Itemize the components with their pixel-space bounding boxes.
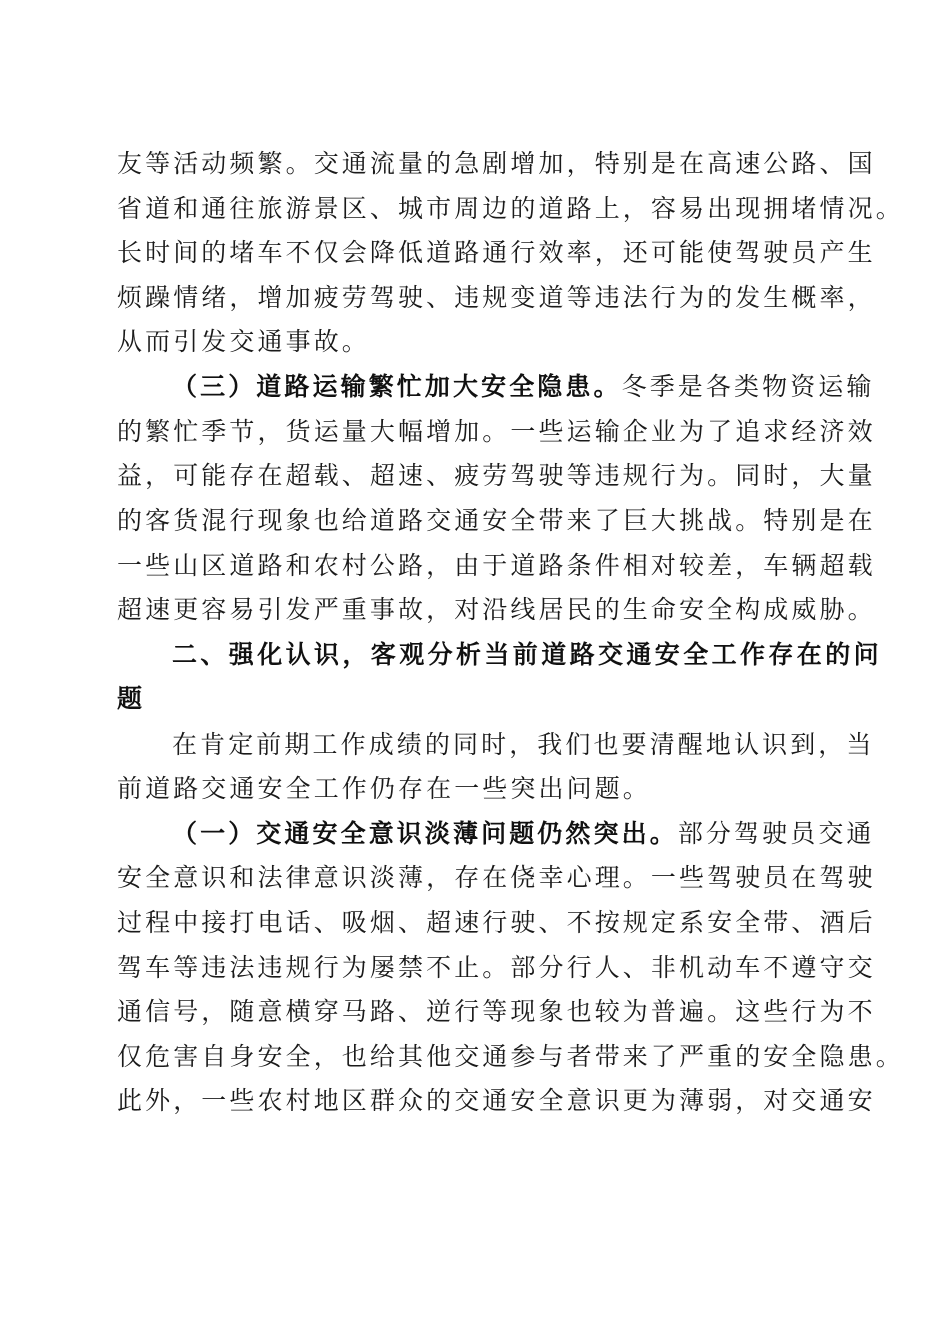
paragraph-line: 安全意识和法律意识淡薄，存在侥幸心理。一些驾驶员在驾驶 <box>117 863 876 892</box>
section-heading: 二、强化认识，客观分析当前道路交通安全工作存在的问 <box>172 640 883 669</box>
paragraph-line: 一些山区道路和农村公路，由于道路条件相对较差，车辆超载 <box>117 551 876 580</box>
paragraph-first-line <box>172 816 875 852</box>
paragraph-line: 超速更容易引发严重事故，对沿线居民的生命安全构成威胁。 <box>117 595 876 624</box>
paragraph-line: 前道路交通安全工作仍存在一些突出问题。 <box>117 774 651 803</box>
paragraph-line: 此外，一些农村地区群众的交通安全意识更为薄弱，对交通安 <box>117 1086 876 1115</box>
paragraph-line: 益，可能存在超载、超速、疲劳驾驶等违规行为。同时，大量 <box>117 461 876 490</box>
paragraph-line: 通信号，随意横穿马路、逆行等现象也较为普遍。这些行为不 <box>117 997 876 1026</box>
paragraph-text: 部分驾驶员交通 <box>677 819 875 848</box>
paragraph-line: 从而引发交通事故。 <box>117 327 370 356</box>
section-heading: 题 <box>117 684 146 713</box>
paragraph-line: 过程中接打电话、吸烟、超速行驶、不按规定系安全带、酒后 <box>117 908 876 937</box>
paragraph-line: 仅危害自身安全，也给其他交通参与者带来了严重的安全隐患。 <box>117 1042 904 1071</box>
paragraph-line: 的繁忙季节，货运量大幅增加。一些运输企业为了追求经济效 <box>117 417 876 446</box>
paragraph-line: 驾车等违法违规行为屡禁不止。部分行人、非机动车不遵守交 <box>117 953 876 982</box>
paragraph-text: 冬季是各类物资运输 <box>621 372 875 401</box>
paragraph-line: 友等活动频繁。交通流量的急剧增加，特别是在高速公路、国 <box>117 149 876 178</box>
paragraph-line: 省道和通往旅游景区、城市周边的道路上，容易出现拥堵情况。 <box>117 194 904 223</box>
paragraph-first-line <box>172 369 875 405</box>
paragraph-line: 在肯定前期工作成绩的同时，我们也要清醒地认识到，当 <box>172 730 875 759</box>
paragraph-line: 烦躁情绪，增加疲劳驾驶、违规变道等违法行为的发生概率， <box>117 283 876 312</box>
paragraph-line: 的客货混行现象也给道路交通安全带来了巨大挑战。特别是在 <box>117 506 876 535</box>
subheading-lead: （一）交通安全意识淡薄问题仍然突出。 <box>172 819 678 848</box>
paragraph-line: 长时间的堵车不仅会降低道路通行效率，还可能使驾驶员产生 <box>117 238 876 267</box>
subheading-lead: （三）道路运输繁忙加大安全隐患。 <box>172 372 622 401</box>
